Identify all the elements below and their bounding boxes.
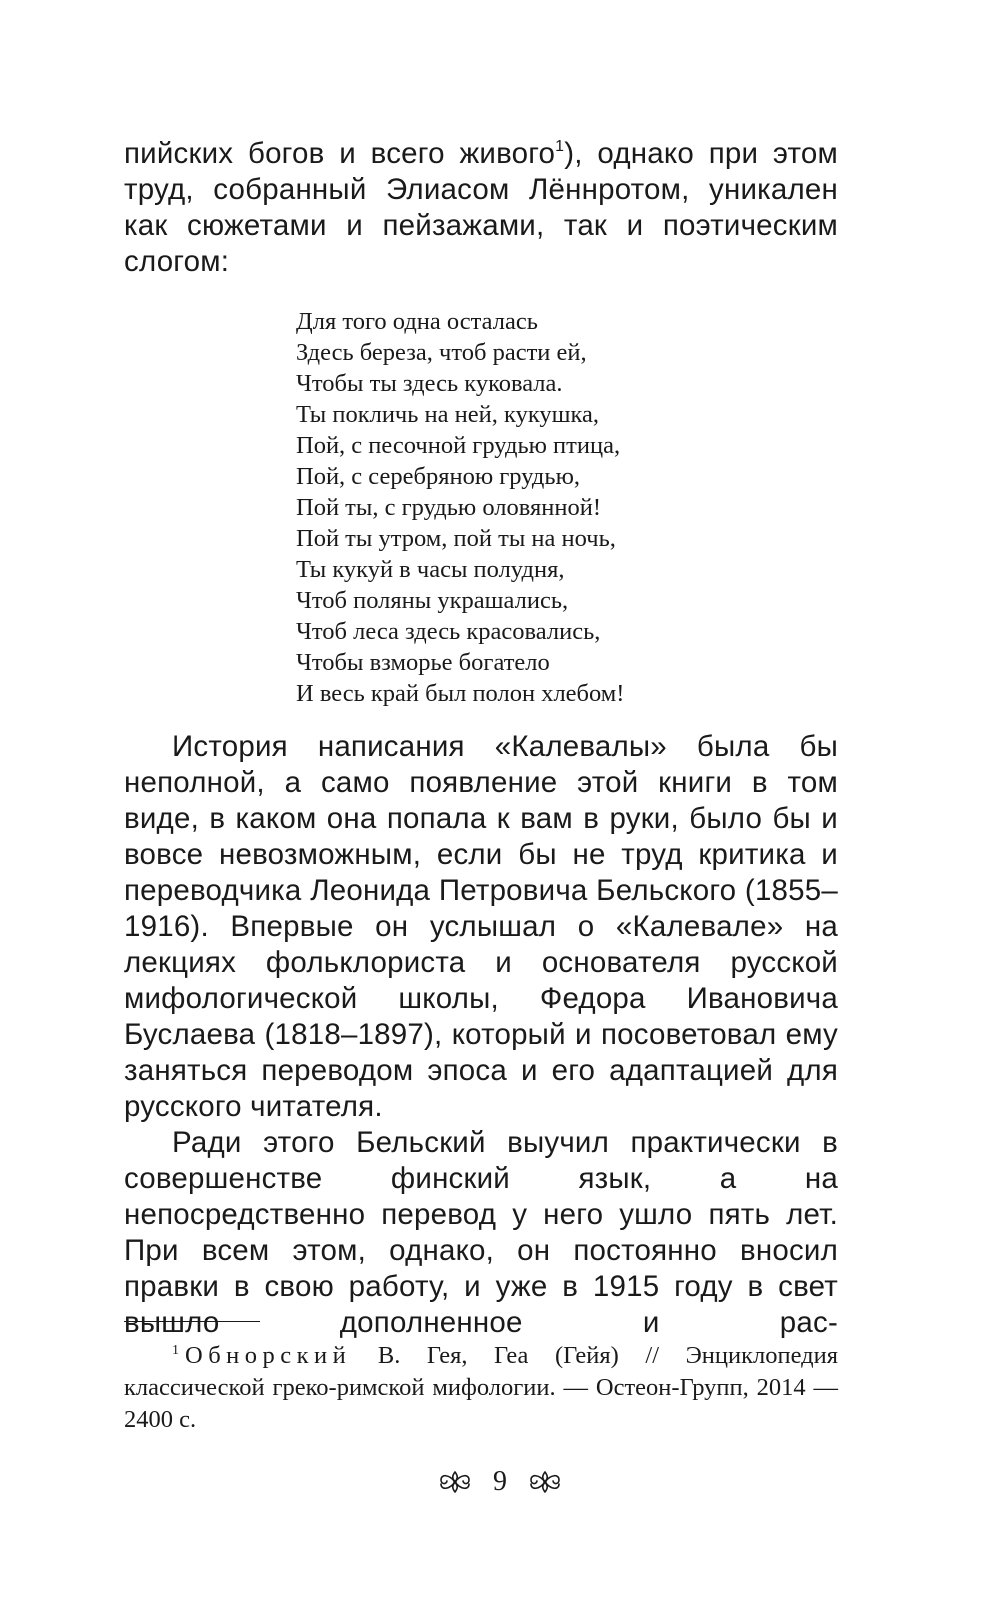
footnote-author: Обнорский — [185, 1342, 352, 1369]
poem-line: Пой ты, с грудью оловянной! — [296, 494, 602, 521]
poem-line: Чтоб леса здесь красовались, — [296, 618, 601, 645]
poem-line: Здесь береза, чтоб расти ей, — [296, 339, 587, 366]
floral-ornament-icon — [527, 1468, 563, 1496]
footnote-text: В. Гея, Геа (Гейя) // Энциклопедия классической греко-римской мифологии. — Остеон-Групп, 2014 — 2400 с. — [124, 1342, 838, 1433]
poem-line: Для того одна осталась — [296, 308, 538, 335]
footnote-reference[interactable]: 1 — [555, 138, 565, 155]
paragraph-translation: Ради этого Бельский выучил практически в совершенстве финский язык, а на непосредственно перевод у него ушло пять лет. При всем этом, однако, он постоянно вносил правки в свою работу, и уже в 1915 году в свет вышло дополненное и рас- — [124, 1126, 838, 1339]
paragraph-history: История написания «Калевалы» была бы неполной, а само появление этой книги в том виде, в каком она попала к вам в руки, было бы и вовсе невозможным, если бы не труд критика и переводчика Леонида Петровича Бельского (1855–1916). Впервые он услышал о «Калевале» на лекциях фольклориста и основателя русской мифологической школы, Федора Ивановича Буслаева (1818–1897), который и посоветовал ему заняться переводом эпоса и его адаптацией для русского читателя. — [124, 730, 838, 1123]
footnote-marker: 1 — [172, 1343, 179, 1358]
footnote — [124, 1340, 838, 1436]
page-body — [124, 136, 838, 1341]
page-folio — [0, 1466, 1000, 1498]
poem-line: Пой, с песочной грудью птица, — [296, 432, 621, 459]
poem-line: Пой, с серебряною грудью, — [296, 463, 580, 490]
footnote-separator — [124, 1321, 260, 1322]
page-number: 9 — [493, 1466, 507, 1497]
poem-line: Ты покличь на ней, кукушка, — [296, 401, 600, 428]
floral-ornament-icon — [437, 1468, 473, 1496]
paragraph-rest-text: ), однако при этом труд, собранный Элиасом Лённротом, уникален как сюжетами и пейзажами, так и поэтическим слогом: — [124, 137, 839, 278]
paragraph-lead-text: пийских богов и всего живого — [124, 137, 556, 170]
poem-line: Пой ты утром, пой ты на ночь, — [296, 525, 616, 552]
poem-line: Чтобы взморье богатело — [296, 649, 550, 676]
poem-excerpt — [296, 306, 838, 709]
poem-line: Ты кукуй в часы полудня, — [296, 556, 565, 583]
poem-line: Чтоб поляны украшались, — [296, 587, 569, 614]
paragraph-continued — [124, 136, 838, 280]
poem-line: Чтобы ты здесь куковала. — [296, 370, 563, 397]
poem-line: И весь край был полон хлебом! — [296, 680, 625, 707]
